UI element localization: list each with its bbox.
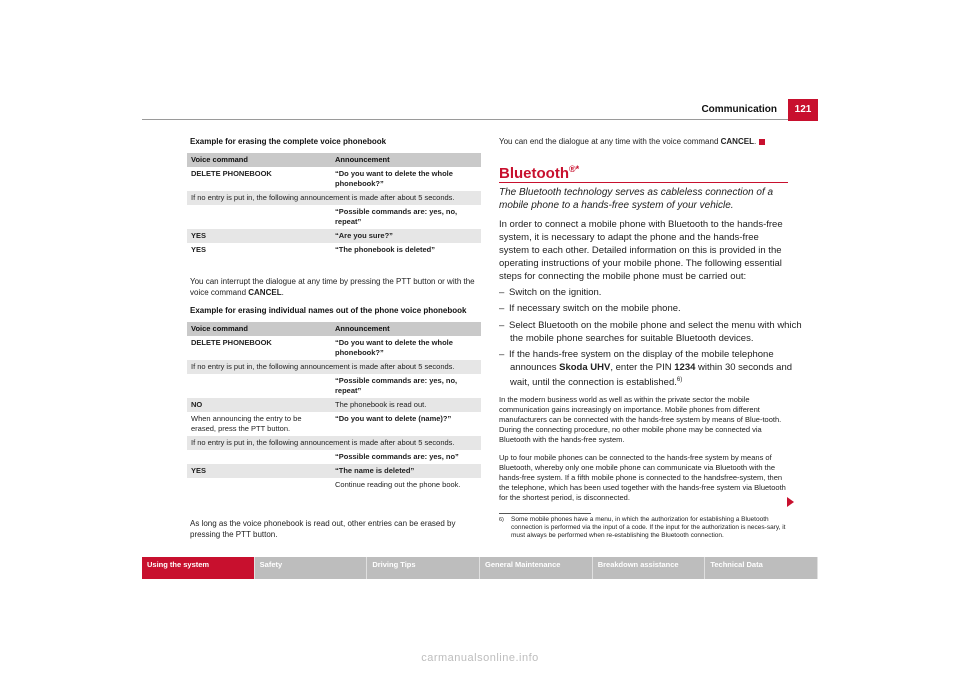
table-note: If no entry is put in, the following announcement is made after about 5 seconds.	[187, 436, 481, 450]
nav-tab-safety[interactable]: Safety	[255, 557, 368, 579]
intro-paragraph: In order to connect a mobile phone with Bluetooth to the hands-free system, it is necessary to adapt the phone and the hands-free system to each other. Detailed information on this is provided in the operating instructions of your mobile phone. The following essential steps for connecting the mobile phone must be carried out:	[499, 219, 783, 282]
table-cell: YES	[187, 243, 331, 257]
table-cell: When announcing the entry to be erased, press the PTT button.	[187, 412, 331, 436]
footnote: 6) Some mobile phones have a menu, in which the authorization for establishing a Bluetooth connection is performed via the input of a code. If the input for the authorization is neces-sary, it must always be performed when re-establishing the Bluetooth connection.	[499, 516, 786, 539]
section-title: Bluetooth®*	[499, 164, 580, 182]
end-dialogue-text: You can end the dialogue at any time with the voice command CANCEL.	[499, 136, 799, 147]
section-rule	[499, 182, 788, 183]
table-cell: “Are you sure?”	[331, 229, 481, 243]
table-cell: YES	[187, 464, 331, 478]
nav-tab-driving-tips[interactable]: Driving Tips	[367, 557, 480, 579]
table-cell: “Possible commands are: yes, no”	[331, 450, 481, 464]
end-of-section-icon	[759, 139, 765, 145]
table-header: Voice command	[187, 322, 331, 336]
watermark: carmanualsonline.info	[421, 652, 539, 664]
table-cell: DELETE PHONEBOOK	[187, 336, 331, 360]
footnote-rule	[499, 513, 591, 514]
nav-tab-technical-data[interactable]: Technical Data	[705, 557, 818, 579]
table-header: Announcement	[331, 322, 481, 336]
step-item: – Select Bluetooth on the mobile phone and select the menu with which the mobile phone searches for suitable Bluetooth devices.	[499, 320, 802, 344]
chapter-title: Communication	[701, 104, 777, 115]
step-item: – If necessary switch on the mobile phone.	[499, 303, 681, 314]
info-paragraph: In the modern business world as well as within the private sector the mobile communication gains increasingly on importance. Mobile phones from different manufacturers can be connected with the hands-free system by means of Blue-tooth. During the connecting procedure, no other mobile phone may be connected via Bluetooth with the hands-free system.	[499, 395, 782, 444]
table-cell: The phonebook is read out.	[331, 398, 481, 412]
nav-tab-general-maintenance[interactable]: General Maintenance	[480, 557, 593, 579]
table-cell: YES	[187, 229, 331, 243]
table-cell: “Possible commands are: yes, no, repeat”	[331, 205, 481, 229]
table-cell: “The name is deleted”	[331, 464, 481, 478]
table-cell: “Do you want to delete the whole phonebook?”	[331, 336, 481, 360]
table-cell: DELETE PHONEBOOK	[187, 167, 331, 191]
table-cell: “Do you want to delete (name)?”	[331, 412, 481, 436]
table-cell: “Possible commands are: yes, no, repeat”	[331, 374, 481, 398]
step-item: – Switch on the ignition.	[499, 287, 602, 298]
table-note: If no entry is put in, the following announcement is made after about 5 seconds.	[187, 191, 481, 205]
step-item: – If the hands-free system on the display of the mobile telephone announces Skoda UHV, enter the PIN 1234 within 30 seconds and wait, until the connection is established.$^{6)}$	[499, 349, 793, 389]
closing-paragraph: As long as the voice phonebook is read out, other entries can be erased by pressing the PTT button.	[190, 519, 456, 539]
page-number: 121	[788, 99, 818, 121]
table-cell: Continue reading out the phone book.	[331, 478, 481, 492]
lead-paragraph: The Bluetooth technology serves as cableless connection of a mobile phone to a hands-free system of your vehicle.	[499, 187, 774, 211]
voice-table-1	[187, 153, 481, 257]
info-paragraph: Up to four mobile phones can be connected to the hands-free system by means of Bluetooth, whereby only one mobile phone can communicate via Bluetooth with the hands-free system. If a fifth mobile phone is connected to the handsfree-system, then the telephone, which has been used together with the hands-free system via Bluetooth for the shortest period, is disconnected.	[499, 453, 786, 502]
example1-title: Example for erasing the complete voice phonebook	[190, 137, 387, 146]
example2-title: Example for erasing individual names out of the phone voice phonebook	[190, 306, 467, 315]
table-cell: “Do you want to delete the whole phonebook?”	[331, 167, 481, 191]
nav-tab-using-the-system[interactable]: Using the system	[142, 557, 255, 579]
interrupt-paragraph: You can interrupt the dialogue at any time by pressing the PTT button or with the voice command CANCEL.	[190, 277, 475, 297]
table-note: If no entry is put in, the following announcement is made after about 5 seconds.	[187, 360, 481, 374]
chapter-nav	[142, 557, 818, 579]
table-cell: “The phonebook is deleted”	[331, 243, 481, 257]
table-header: Announcement	[331, 153, 481, 167]
table-cell: NO	[187, 398, 331, 412]
header-rule	[142, 119, 788, 120]
continue-arrow-icon	[787, 497, 794, 507]
nav-tab-breakdown-assistance[interactable]: Breakdown assistance	[593, 557, 706, 579]
voice-table-2	[187, 322, 481, 492]
table-header: Voice command	[187, 153, 331, 167]
